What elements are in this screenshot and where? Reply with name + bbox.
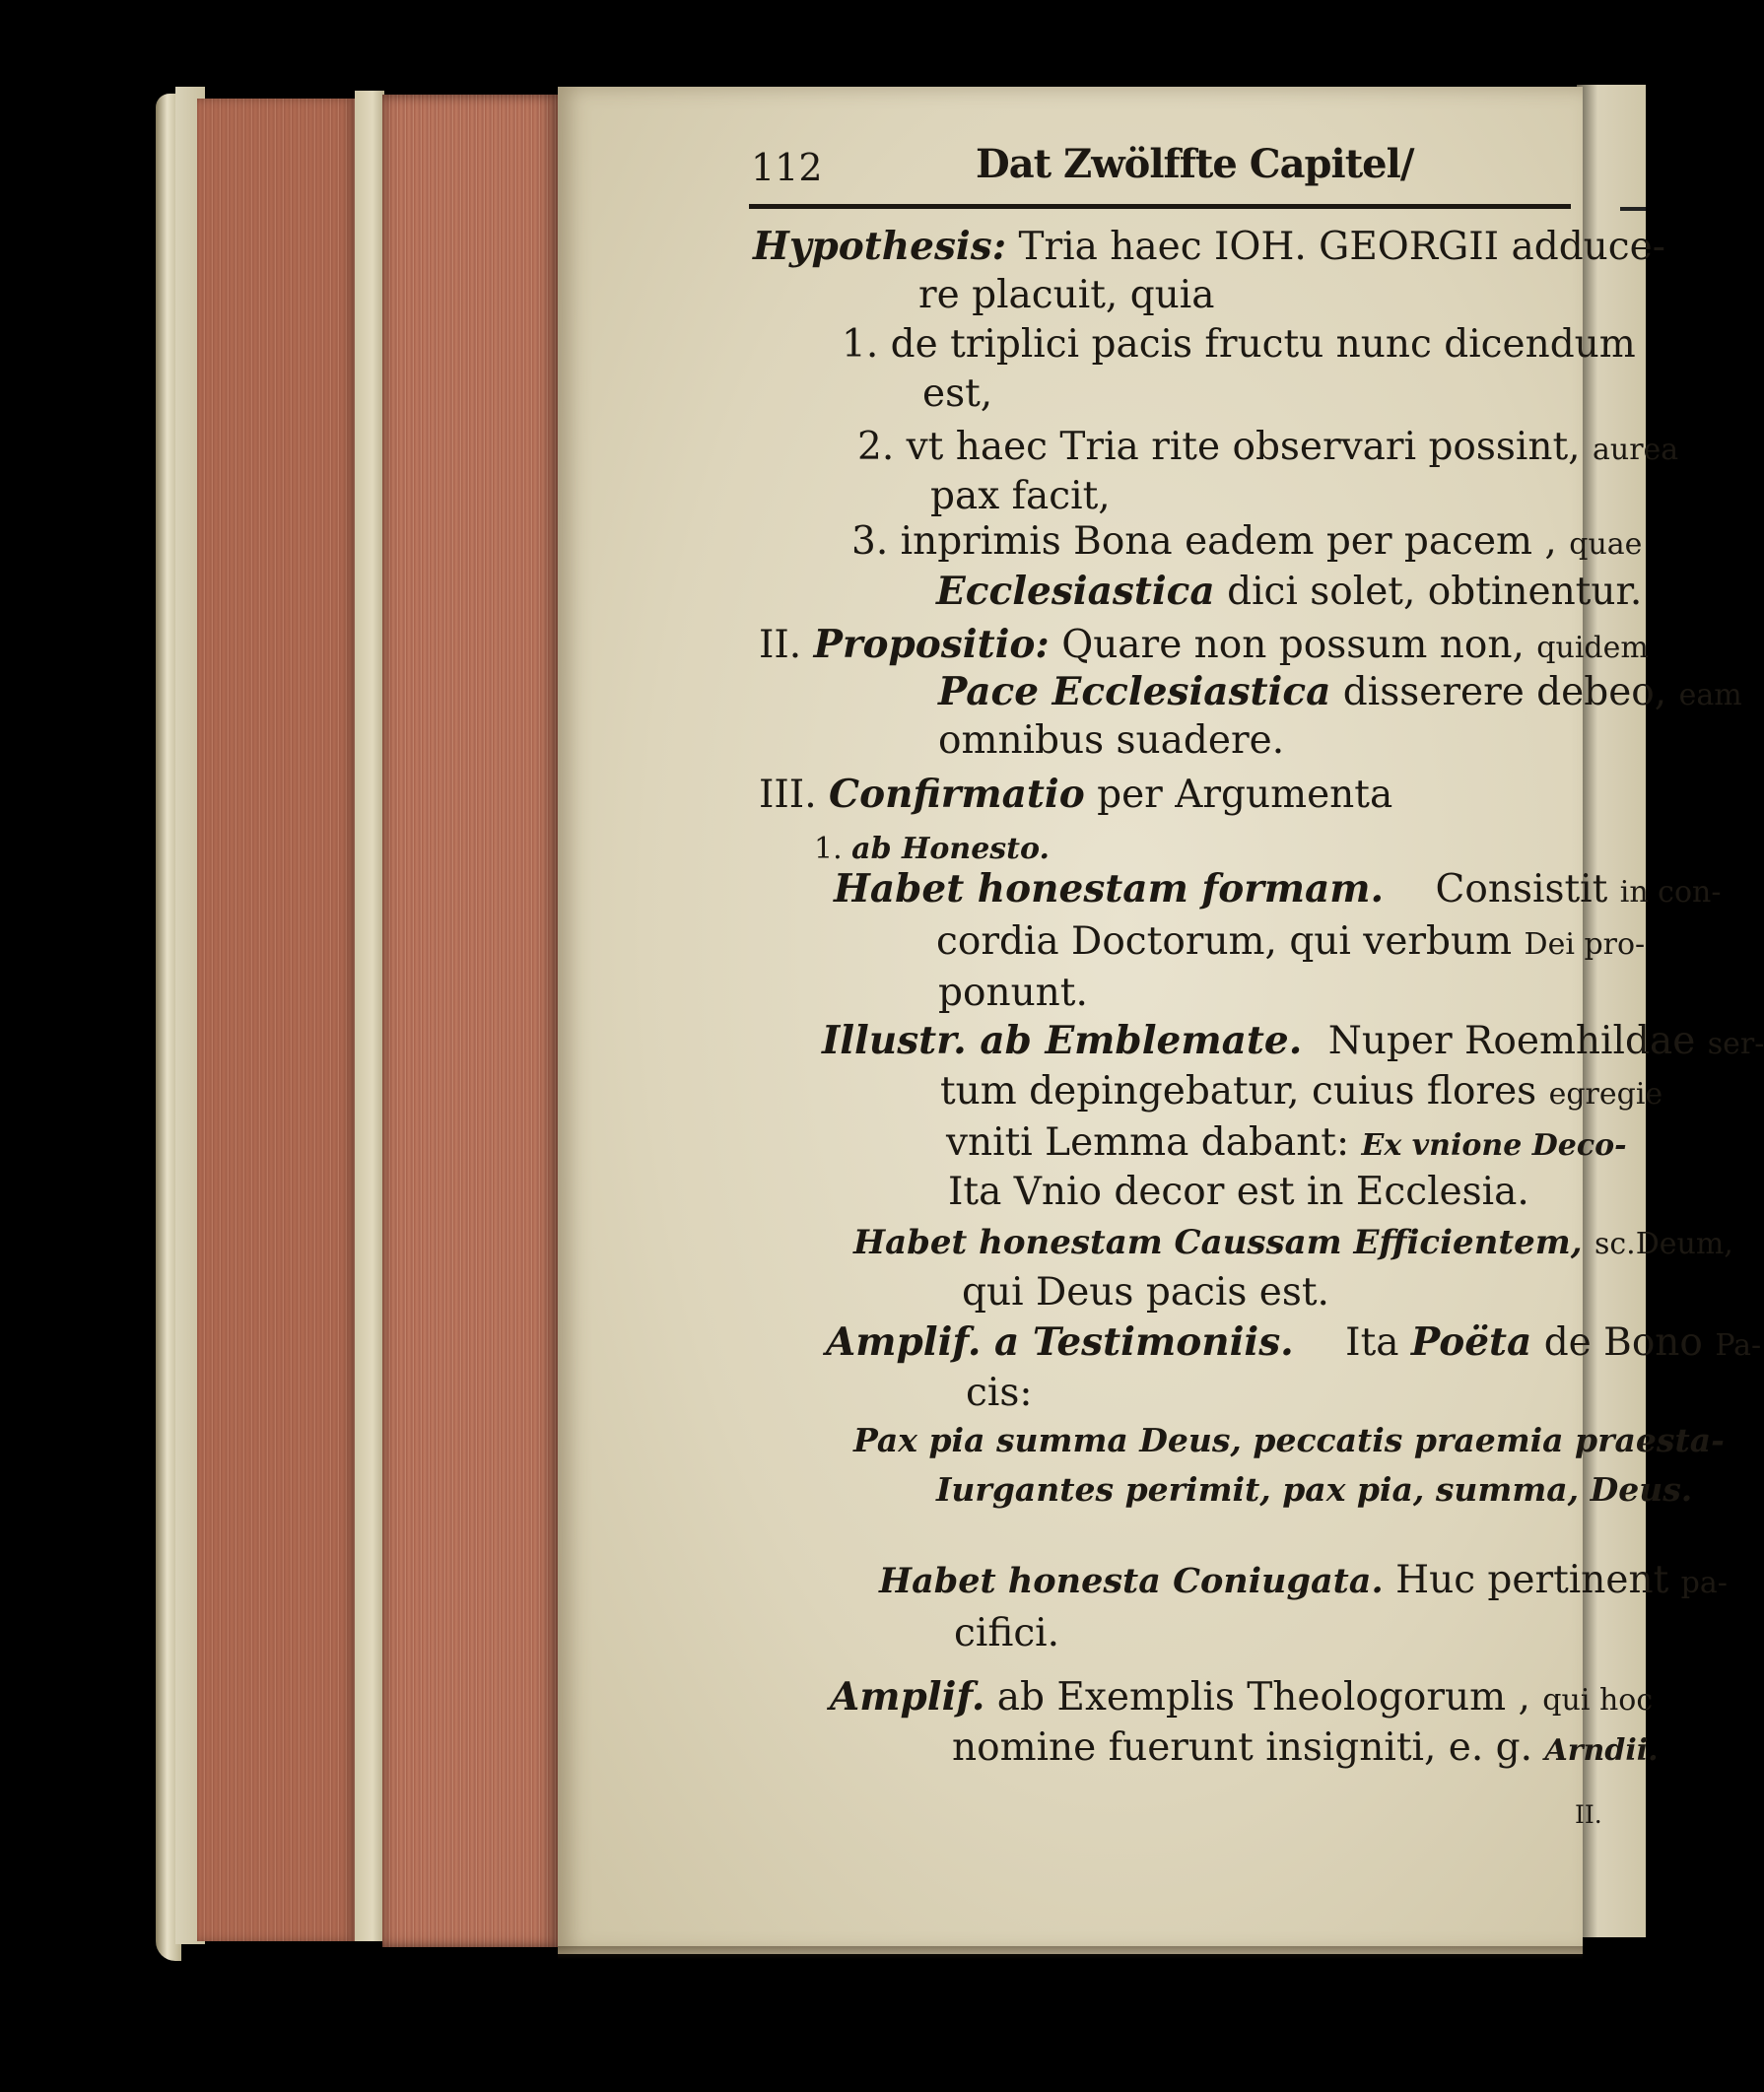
line-text: cordia Doctorum, qui verbum bbox=[936, 919, 1513, 964]
line-text-small: quae bbox=[1569, 527, 1643, 562]
line-text: Consistit bbox=[1435, 867, 1608, 911]
text-line bbox=[759, 773, 1392, 817]
text-line: omnibus suadere. bbox=[938, 718, 1285, 763]
text-line bbox=[826, 1320, 1761, 1368]
text-line: qui Deus pacis est. bbox=[962, 1270, 1329, 1315]
text-line bbox=[851, 520, 1642, 567]
line-italic: Illustr. ab Emblemate. bbox=[822, 1018, 1303, 1063]
line-italic: Confirmatio bbox=[829, 772, 1085, 817]
line-italic: ab Honesto. bbox=[851, 832, 1050, 866]
facing-page-text-fragment bbox=[1620, 207, 1646, 211]
line-text: nomine fuerunt insigniti, e. g. bbox=[952, 1725, 1533, 1770]
line-text-small: eam bbox=[1678, 678, 1742, 712]
line-text: disserere debeo, bbox=[1342, 670, 1667, 714]
catchword: II. bbox=[1575, 1800, 1602, 1829]
line-text: de Bono bbox=[1543, 1320, 1703, 1365]
text-line: cifici. bbox=[954, 1611, 1060, 1655]
text-line bbox=[842, 323, 1636, 367]
line-text-small: pa- bbox=[1680, 1566, 1728, 1600]
line-text: sc. bbox=[1594, 1227, 1636, 1261]
verse-line: Iurgantes perimit, pax pia, summa, Deus. bbox=[936, 1470, 1693, 1509]
text-line bbox=[879, 1559, 1728, 1605]
line-italic: Habet honesta Coniugata. bbox=[879, 1561, 1384, 1601]
text-line: cis: bbox=[966, 1371, 1033, 1415]
text-line: re placuit, quia bbox=[918, 273, 1215, 317]
line-text: tum depingebatur, cuius flores bbox=[940, 1069, 1537, 1113]
running-title: Dat Zwölffte Capitel/ bbox=[976, 141, 1414, 187]
line-text-small: Dei pro- bbox=[1524, 927, 1646, 962]
text-line bbox=[814, 828, 1050, 871]
line-italic: Amplif. bbox=[830, 1674, 985, 1720]
text-line bbox=[853, 1220, 1733, 1266]
line-text: inprimis Bona eadem per pacem , bbox=[900, 519, 1557, 564]
line-text: Quare non possum non, bbox=[1061, 623, 1525, 667]
section-number: II. bbox=[759, 623, 802, 667]
line-italic: Poëta bbox=[1410, 1319, 1532, 1365]
line-text-small: Pa- bbox=[1715, 1328, 1762, 1363]
line-label: Hypothesis: bbox=[753, 224, 1007, 269]
text-line bbox=[822, 1019, 1764, 1066]
section-number: III. bbox=[759, 773, 817, 817]
line-text: ab Exemplis Theologorum , bbox=[996, 1675, 1530, 1720]
text-line bbox=[940, 1070, 1662, 1116]
item-number: 2. bbox=[857, 425, 895, 469]
line-text-small: qui hoc bbox=[1542, 1683, 1654, 1718]
line-text-small: Deum, bbox=[1635, 1227, 1733, 1261]
text-line bbox=[830, 1675, 1653, 1722]
page-edges-right bbox=[382, 95, 560, 1947]
line-italic: Pace Ecclesiastica bbox=[938, 669, 1331, 714]
page-shadow bbox=[558, 1946, 1583, 1960]
verse-line: Pax pia summa Deus, peccatis praemia praesta- bbox=[853, 1421, 1725, 1459]
text-line: pax facit, bbox=[930, 474, 1111, 518]
line-text: de triplici pacis fructu nunc dicendum bbox=[890, 322, 1636, 367]
text-line bbox=[952, 1726, 1659, 1773]
text-line bbox=[834, 867, 1722, 914]
text-line: Ita Vnio decor est in Ecclesia. bbox=[948, 1170, 1529, 1214]
line-text: per Argumenta bbox=[1097, 773, 1393, 817]
line-text: Tria haec IOH. GEORGII adduce- bbox=[1018, 225, 1665, 269]
line-text: vniti Lemma dabant: bbox=[946, 1120, 1350, 1165]
line-text: vt haec Tria rite observari possint, bbox=[906, 425, 1581, 469]
line-text: Ita bbox=[1345, 1320, 1399, 1365]
text-line bbox=[936, 920, 1645, 967]
text-line: ponunt. bbox=[938, 971, 1088, 1015]
header-rule bbox=[749, 204, 1571, 209]
line-italic: Habet honestam formam. bbox=[834, 866, 1385, 911]
line-text-small: egregie bbox=[1548, 1077, 1663, 1112]
text-line bbox=[759, 623, 1649, 670]
text-line bbox=[936, 570, 1642, 614]
line-text: Huc pertinent bbox=[1395, 1558, 1669, 1602]
page-edges-left bbox=[197, 99, 355, 1941]
line-italic: Propositio: bbox=[813, 622, 1050, 667]
line-italic: Ex vnione Deco- bbox=[1361, 1128, 1627, 1163]
item-number: 1. bbox=[842, 322, 879, 367]
line-text-small: ser- bbox=[1707, 1027, 1764, 1061]
text-line bbox=[938, 670, 1742, 717]
line-text-small: in con- bbox=[1619, 875, 1722, 910]
text-line bbox=[857, 426, 1678, 472]
text-line bbox=[753, 225, 1665, 269]
line-italic: Arndii. bbox=[1544, 1733, 1659, 1768]
line-text: dici solet, obtinentur. bbox=[1227, 570, 1643, 614]
item-number: 3. bbox=[851, 519, 889, 564]
page-number: 112 bbox=[751, 146, 823, 189]
line-text: Nuper Roemhildae bbox=[1327, 1019, 1696, 1063]
line-italic: Ecclesiastica bbox=[936, 569, 1215, 614]
line-text-small: quidem bbox=[1536, 631, 1649, 665]
text-line bbox=[946, 1121, 1627, 1168]
line-text-small: aurea bbox=[1592, 433, 1679, 467]
gutter bbox=[355, 91, 384, 1941]
text-line: est, bbox=[922, 371, 993, 416]
item-number: 1. bbox=[814, 832, 843, 866]
line-italic: Amplif. a Testimoniis. bbox=[826, 1319, 1294, 1365]
line-italic: Habet honestam Caussam Efficientem, bbox=[853, 1223, 1583, 1262]
